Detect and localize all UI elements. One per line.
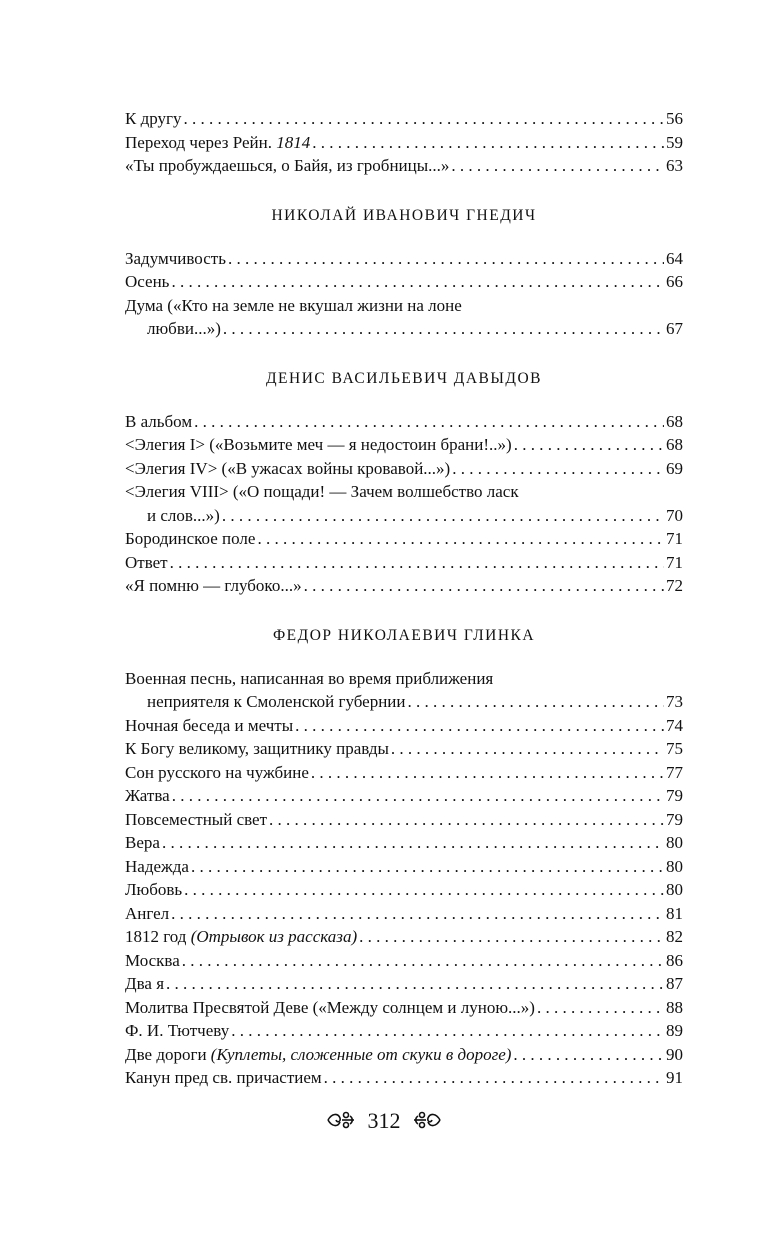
dot-leader xyxy=(312,131,664,155)
entry-title: Ангел xyxy=(125,903,170,923)
entry-title: Ответ xyxy=(125,552,168,572)
dot-leader xyxy=(311,761,664,785)
entry-line xyxy=(125,1066,683,1090)
toc-entry xyxy=(125,410,683,434)
entry-title: Повсеместный свет xyxy=(125,809,268,829)
author-heading: ФЕДОР НИКОЛАЕВИЧ ГЛИНКА xyxy=(272,626,536,644)
entry-line xyxy=(125,690,683,714)
entry-line xyxy=(125,457,683,481)
entry-title-wrap xyxy=(125,878,182,902)
page-number: 67 xyxy=(666,319,683,338)
toc-entry xyxy=(125,270,683,294)
dot-leader xyxy=(513,1043,664,1067)
entry-title: «Я помню — глубоко...» xyxy=(125,576,302,595)
dot-leader xyxy=(451,154,664,178)
entry-title-wrap xyxy=(125,410,192,434)
page-number: 71 xyxy=(666,529,683,548)
dot-leader xyxy=(194,410,664,434)
entry-title: «Ты пробуждаешься, о Байя, из гробницы...» xyxy=(125,156,450,175)
entry-title: Надежда xyxy=(125,856,189,876)
dot-leader xyxy=(182,949,664,973)
entry-title: Ф. И. Тютчеву xyxy=(125,1021,230,1040)
entry-title-wrap xyxy=(125,457,450,481)
entry-title: Переход через Рейн. xyxy=(125,132,277,152)
entry-title-wrap xyxy=(125,925,357,949)
entry-title: Москва xyxy=(125,950,180,970)
page-number: 70 xyxy=(666,505,683,525)
entry-title: Два я xyxy=(125,974,165,993)
entry-title-wrap xyxy=(125,527,255,551)
page-number: 64 xyxy=(666,248,683,268)
entry-line xyxy=(125,154,683,178)
toc-entry xyxy=(125,878,683,902)
toc-entry xyxy=(125,925,683,949)
dot-leader xyxy=(537,996,664,1020)
page-number: 88 xyxy=(666,997,683,1017)
dot-leader xyxy=(223,317,664,341)
left-ornament-icon xyxy=(326,1109,356,1137)
toc-entry xyxy=(125,551,683,575)
toc-entry xyxy=(125,667,683,714)
entry-line xyxy=(125,878,683,902)
dot-leader xyxy=(166,972,664,996)
entry-title-wrap xyxy=(125,1066,322,1090)
entry-title-wrap xyxy=(125,247,226,271)
toc-entry xyxy=(125,902,683,926)
toc-entry xyxy=(125,247,683,271)
entry-title: Жатва xyxy=(125,786,170,805)
page-number: 80 xyxy=(666,833,683,852)
entry-line xyxy=(125,410,683,434)
entry-title-wrap xyxy=(125,107,182,131)
dot-leader xyxy=(172,784,664,808)
dot-leader xyxy=(452,457,664,481)
dot-leader xyxy=(408,690,665,714)
entry-title: В альбом xyxy=(125,411,193,431)
toc-entry xyxy=(125,1066,683,1090)
entry-line xyxy=(125,1019,683,1043)
dot-leader xyxy=(269,808,664,832)
page-number: 59 xyxy=(666,132,683,152)
entry-title: Задумчивость xyxy=(125,248,226,268)
page-number: 312 xyxy=(367,1108,401,1133)
entry-title: Сон русского на чужбине xyxy=(125,762,309,782)
dot-leader xyxy=(304,574,664,598)
page-number: 79 xyxy=(666,809,683,829)
entry-title-wrap xyxy=(125,902,169,926)
dot-leader xyxy=(184,107,665,131)
entry-title: Дума («Кто на земле не вкушал жизни на лоне xyxy=(125,295,462,315)
table-of-contents xyxy=(125,107,683,1090)
entry-title-wrap xyxy=(125,574,302,598)
dot-leader xyxy=(222,504,664,528)
entry-title: Бородинское поле xyxy=(125,529,256,548)
entry-subtitle: 1814 xyxy=(276,132,311,152)
entry-title-wrap xyxy=(125,737,389,761)
page-number: 66 xyxy=(666,272,683,291)
entry-title-wrap xyxy=(125,1019,229,1043)
dot-leader xyxy=(359,925,664,949)
entry-title: К другу xyxy=(125,109,182,128)
dot-leader xyxy=(170,551,664,575)
entry-line xyxy=(125,996,683,1020)
toc-entry xyxy=(125,737,683,761)
entry-line xyxy=(125,831,683,855)
entry-line xyxy=(125,317,683,341)
entry-line xyxy=(125,972,683,996)
author-heading: ДЕНИС ВАСИЛЬЕВИЧ ДАВЫДОВ xyxy=(265,369,543,387)
toc-entry xyxy=(125,433,683,457)
toc-entry xyxy=(125,154,683,178)
page-number: 77 xyxy=(666,762,683,782)
page-number: 89 xyxy=(666,1021,683,1040)
toc-entry xyxy=(125,527,683,551)
toc-entry xyxy=(125,855,683,879)
entry-line xyxy=(125,808,683,832)
dot-leader xyxy=(324,1066,664,1090)
entry-title: <Элегия IV> («В ужасах войны кровавой...») xyxy=(125,458,451,478)
entry-title: 1812 год xyxy=(125,927,191,946)
toc-entry xyxy=(125,996,683,1020)
entry-line xyxy=(125,925,683,949)
page-number: 72 xyxy=(666,576,683,595)
entry-subtitle: (Куплеты, сложенные от скуки в дороге) xyxy=(210,1044,512,1064)
entry-title: К Богу великому, защитнику правды xyxy=(125,739,389,758)
entry-line xyxy=(125,551,683,575)
entry-title-wrap xyxy=(125,551,168,575)
page-number: 74 xyxy=(666,715,683,735)
dot-leader xyxy=(162,831,664,855)
page-number: 90 xyxy=(666,1044,683,1064)
entry-title-wrap xyxy=(125,855,189,879)
entry-subtitle: (Отрывок из рассказа) xyxy=(190,927,358,946)
entry-line xyxy=(125,737,683,761)
entry-line xyxy=(125,902,683,926)
page-number: 75 xyxy=(666,739,683,758)
page-number: 63 xyxy=(666,156,683,175)
entry-line xyxy=(125,784,683,808)
entry-line xyxy=(125,949,683,973)
toc-entry xyxy=(125,107,683,131)
page-number: 87 xyxy=(666,974,683,993)
toc-entry xyxy=(125,831,683,855)
entry-line xyxy=(125,504,683,528)
entry-title-wrap xyxy=(125,784,170,808)
dot-leader xyxy=(171,902,664,926)
toc-entry xyxy=(125,808,683,832)
toc-entry xyxy=(125,480,683,527)
entry-title: Вера xyxy=(125,833,160,852)
right-ornament-icon xyxy=(412,1109,442,1137)
dot-leader xyxy=(231,1019,664,1043)
entry-line xyxy=(125,714,683,738)
entry-title: Две дороги xyxy=(125,1044,211,1064)
page-number: 68 xyxy=(666,411,683,431)
entry-title: Военная песнь, написанная во время приближения xyxy=(125,668,494,688)
entry-title-wrap xyxy=(125,761,309,785)
entry-title-wrap xyxy=(125,131,310,155)
toc-entry xyxy=(125,574,683,598)
dot-leader xyxy=(191,855,664,879)
entry-line xyxy=(125,131,683,155)
toc-entry xyxy=(125,1019,683,1043)
page-number: 79 xyxy=(666,786,683,805)
toc-entry xyxy=(125,761,683,785)
page-number: 56 xyxy=(666,109,683,128)
toc-entry xyxy=(125,457,683,481)
entry-title: Осень xyxy=(125,272,170,291)
entry-title: <Элегия I> («Возьмите меч — я недостоин брани!..») xyxy=(125,435,512,454)
dot-leader xyxy=(514,433,664,457)
entry-line xyxy=(125,855,683,879)
entry-line xyxy=(125,761,683,785)
entry-title-wrap xyxy=(125,433,512,457)
entry-title-continuation: неприятеля к Смоленской губернии xyxy=(147,692,406,711)
dot-leader xyxy=(228,247,664,271)
dot-leader xyxy=(184,878,664,902)
entry-title: Ночная беседа и мечты xyxy=(125,715,294,735)
dot-leader xyxy=(257,527,664,551)
dot-leader xyxy=(295,714,664,738)
page-number: 73 xyxy=(666,692,683,711)
entry-title: <Элегия VIII> («О пощади! — Зачем волшебство ласк xyxy=(125,482,519,501)
entry-title-wrap xyxy=(125,808,267,832)
entry-title: Молитва Пресвятой Деве («Между солнцем и луною...») xyxy=(125,997,535,1017)
page-number: 80 xyxy=(666,856,683,876)
page-footer xyxy=(0,1108,768,1137)
entry-title: Любовь xyxy=(125,880,183,899)
entry-line xyxy=(125,433,683,457)
toc-entry xyxy=(125,294,683,341)
page-number: 86 xyxy=(666,950,683,970)
entry-line xyxy=(125,247,683,271)
toc-entry xyxy=(125,131,683,155)
entry-title-wrap xyxy=(125,972,164,996)
entry-title: Канун пред св. причастием xyxy=(125,1068,322,1087)
page-number: 71 xyxy=(666,552,683,572)
toc-entry xyxy=(125,784,683,808)
toc-entry xyxy=(125,972,683,996)
entry-title-wrap xyxy=(125,154,449,178)
entry-line xyxy=(125,574,683,598)
toc-entry xyxy=(125,714,683,738)
entry-line xyxy=(125,270,683,294)
dot-leader xyxy=(171,270,664,294)
page-number: 80 xyxy=(666,880,683,899)
toc-entry xyxy=(125,1043,683,1067)
entry-title-wrap xyxy=(125,270,169,294)
page-number: 82 xyxy=(666,927,683,946)
entry-title-wrap xyxy=(125,949,180,973)
page-number: 81 xyxy=(666,903,683,923)
entry-title-continuation: и слов...») xyxy=(147,505,220,525)
page-number: 91 xyxy=(666,1068,683,1087)
entry-title-wrap xyxy=(125,831,160,855)
page-number: 69 xyxy=(666,458,683,478)
entry-line xyxy=(125,107,683,131)
toc-entry xyxy=(125,949,683,973)
entry-line xyxy=(125,527,683,551)
entry-title-wrap xyxy=(125,1043,511,1067)
page-number: 68 xyxy=(666,435,683,454)
entry-line xyxy=(125,1043,683,1067)
author-heading: НИКОЛАЙ ИВАНОВИЧ ГНЕДИЧ xyxy=(271,206,537,224)
dot-leader xyxy=(391,737,664,761)
entry-title-wrap xyxy=(125,714,293,738)
entry-title-wrap xyxy=(125,996,535,1020)
entry-title-continuation: любви...») xyxy=(147,319,221,338)
